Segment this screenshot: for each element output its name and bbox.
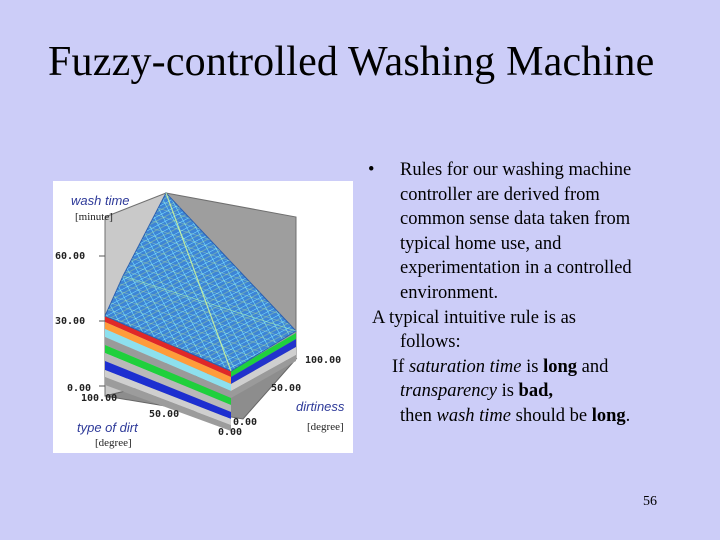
- y-tick-50: 50.00: [271, 383, 302, 394]
- x-tick-0: 0.00: [218, 427, 243, 438]
- long-result-term: long: [591, 405, 626, 426]
- bullet: •: [368, 160, 375, 180]
- rule-text-line-1: Rules for our washing machine: [400, 160, 632, 180]
- z-tick-30: 30.00: [55, 316, 86, 327]
- page-number: 56: [643, 494, 657, 509]
- rule-text-line-3: common sense data taken from: [400, 209, 631, 230]
- x-axis-unit: [degree]: [95, 437, 132, 449]
- rule-text-line-4: typical home use, and: [400, 233, 562, 254]
- saturation-time-term: saturation time: [408, 356, 522, 377]
- x-tick-50: 50.00: [149, 409, 180, 420]
- bad-term: bad,: [518, 381, 553, 402]
- y-tick-100: 100.00: [305, 355, 342, 366]
- z-tick-0: 0.00: [67, 383, 92, 394]
- x-tick-100: 100.00: [81, 393, 118, 404]
- y-axis-label: dirtiness: [296, 399, 345, 414]
- x-axis-label: type of dirt: [77, 420, 138, 435]
- rule-transparency-line: transparency is bad,: [400, 381, 553, 402]
- intuitive-rule-line-1: A typical intuitive rule is as: [372, 307, 576, 328]
- wash-time-term: wash time: [436, 405, 511, 426]
- long-term: long: [543, 356, 578, 377]
- intuitive-rule-line-2: follows:: [400, 332, 461, 353]
- z-axis-label: wash time: [71, 193, 130, 208]
- y-tick-0: 0.00: [233, 417, 258, 428]
- slide-title: Fuzzy-controlled Washing Machine: [48, 39, 655, 85]
- rule-if-line: If saturation time is long and: [392, 356, 609, 377]
- y-axis-unit: [degree]: [307, 421, 344, 433]
- rule-text-line-2: controller are derived from: [400, 184, 600, 205]
- z-tick-60: 60.00: [55, 251, 86, 262]
- transparency-term: transparency: [400, 381, 497, 402]
- wash-time-surface-plot: [53, 181, 353, 453]
- rule-text-line-6: environment.: [400, 282, 499, 303]
- rule-then-line: then wash time should be long.: [400, 405, 631, 426]
- rule-text-line-5: experimentation in a controlled: [400, 258, 632, 279]
- z-axis-unit: [minute]: [75, 211, 113, 223]
- slide-body: [368, 158, 688, 429]
